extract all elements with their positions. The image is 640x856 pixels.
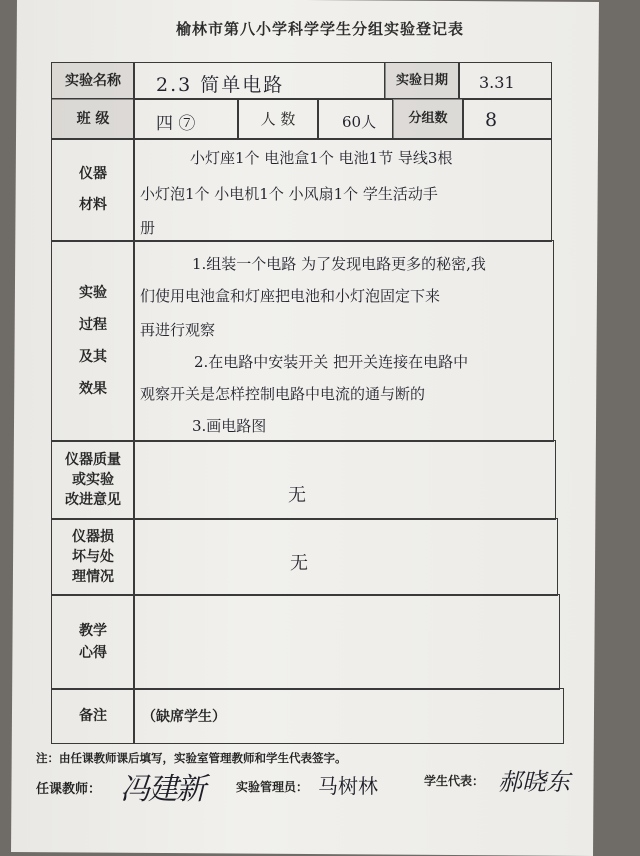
teacher-label: 任课教师： <box>36 782 102 797</box>
process-line-4: 2.在电路中安装开关 把开关连接在电路中 <box>194 353 469 371</box>
process-line-2: 们使用电池盒和灯座把电池和小灯泡固定下来 <box>140 287 441 305</box>
remarks-label: 备注 <box>51 688 135 744</box>
process-cell <box>133 240 554 442</box>
manager-signature: 马树林 <box>318 774 378 798</box>
materials-label: 仪器 材料 <box>51 138 135 242</box>
class-label: 班 级 <box>51 98 135 140</box>
groups-label: 分组数 <box>392 98 464 140</box>
process-line-1: 1.组装一个电路 为了发现电路更多的秘密,我 <box>192 255 486 273</box>
experiment-date-value: 3.31 <box>479 73 515 92</box>
remarks-value: （缺席学生） <box>142 709 226 725</box>
form-title: 榆林市第八小学科学学生分组实验登记表 <box>175 20 464 38</box>
quality-value: 无 <box>288 485 306 506</box>
experiment-date-label: 实验日期 <box>384 62 460 100</box>
groups-cell <box>462 98 552 140</box>
damage-value: 无 <box>290 553 308 574</box>
experiment-name-label: 实验名称 <box>51 62 135 100</box>
experiment-date-cell <box>458 62 552 100</box>
manager-label: 实验管理员： <box>236 780 309 794</box>
experiment-name-cell <box>133 62 386 100</box>
experiment-name-value: 2.3 简单电路 <box>156 74 285 96</box>
materials-line-3: 册 <box>140 219 156 237</box>
footer-note: 注：由任课教师课后填写，实验室管理教师和学生代表签字。 <box>36 751 347 765</box>
class-value: 四 ⑦ <box>156 114 196 134</box>
people-cell <box>317 98 394 140</box>
process-label: 实验 过程 及其 效果 <box>51 240 135 442</box>
people-value: 60人 <box>342 113 377 131</box>
student-signature: 郝晓东 <box>498 768 570 796</box>
teacher-signature: 冯建新 <box>120 772 204 807</box>
materials-line-2: 小灯泡1个 小电机1个 小风扇1个 学生活动手 <box>140 185 438 203</box>
student-label: 学生代表： <box>424 774 485 788</box>
remarks-cell <box>133 688 564 744</box>
class-cell <box>133 98 239 140</box>
quality-cell <box>133 440 556 520</box>
materials-line-1: 小灯座1个 电池盒1个 电池1节 导线3根 <box>190 149 453 167</box>
reflection-cell <box>133 594 560 690</box>
quality-label: 仪器质量 或实验 改进意见 <box>51 440 135 520</box>
damage-label: 仪器损 坏与处 理情况 <box>51 518 135 596</box>
people-label: 人 数 <box>237 98 319 140</box>
damage-cell <box>133 518 558 596</box>
process-line-6: 3.画电路图 <box>192 417 267 435</box>
groups-value: 8 <box>485 109 498 131</box>
materials-cell <box>133 138 552 242</box>
process-line-3: 再进行观察 <box>140 321 216 339</box>
reflection-label: 教学 心得 <box>51 594 135 690</box>
process-line-5: 观察开关是怎样控制电路中电流的通与断的 <box>140 385 426 403</box>
